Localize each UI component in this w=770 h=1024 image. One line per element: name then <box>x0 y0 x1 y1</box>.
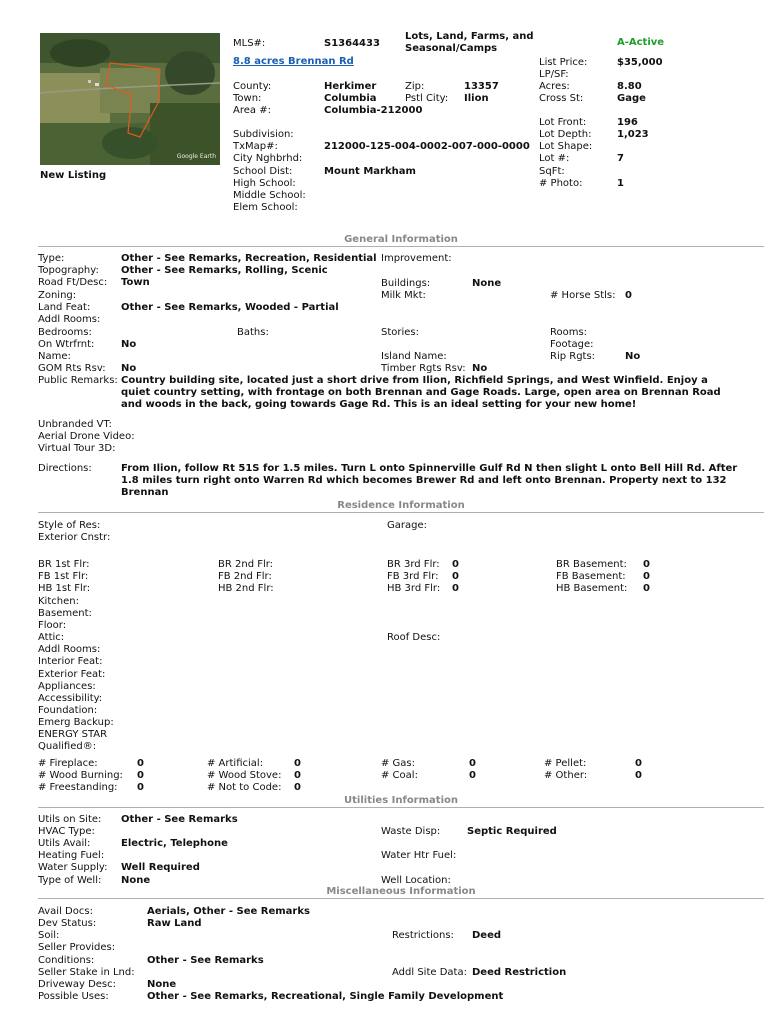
aerial-photo[interactable] <box>40 33 220 165</box>
hb-2nd-label: HB 2nd Flr: <box>218 583 274 594</box>
area-value: Columbia-212000 <box>324 105 423 116</box>
coal-value: 0 <box>469 770 476 781</box>
photo-watermark: Google Earth <box>176 153 216 160</box>
br-basement-value: 0 <box>643 559 650 570</box>
milk-mkt-label: Milk Mkt: <box>381 290 426 301</box>
lot-depth-value: 1,023 <box>617 129 649 140</box>
cross-st-label: Cross St: <box>539 93 584 104</box>
rooms-label: Rooms: <box>550 327 588 338</box>
hb-3rd-value: 0 <box>452 583 459 594</box>
exterior-cnstr-label: Exterior Cnstr: <box>38 532 111 543</box>
general-section-title: General Information <box>344 234 458 245</box>
photo-count-label: # Photo: <box>539 178 583 189</box>
gas-label: # Gas: <box>381 758 416 769</box>
addl-site-data-label: Addl Site Data: <box>392 967 467 978</box>
type-value: Other - See Remarks, Recreation, Residential <box>121 253 377 264</box>
bedrooms-label: Bedrooms: <box>38 327 92 338</box>
dev-status-value: Raw Land <box>147 918 202 929</box>
water-supply-value: Well Required <box>121 862 200 873</box>
gom-rights-label: GOM Rts Rsv: <box>38 363 106 374</box>
dev-status-label: Dev Status: <box>38 918 97 929</box>
acres-label: Acres: <box>539 81 570 92</box>
rip-rights-label: Rip Rgts: <box>550 351 596 362</box>
land-feat-label: Land Feat: <box>38 302 91 313</box>
zip-value: 13357 <box>464 81 499 92</box>
town-value: Columbia <box>324 93 377 104</box>
stories-label: Stories: <box>381 327 420 338</box>
baths-label: Baths: <box>237 327 269 338</box>
directions-text: From Ilion, follow Rt 51S for 1.5 miles. Turn L onto Spinnerville Gulf Rd N then slight L onto Bell Hill Rd. After 1.8 miles turn right onto Warren Rd which becomes Brewer Rd and left onto Brennan. Property next to 132 Brennan <box>121 463 738 498</box>
restrictions-value: Deed <box>472 930 502 941</box>
waterfront-value: No <box>121 339 137 350</box>
utils-avail-value: Electric, Telephone <box>121 838 228 849</box>
res-addl-rooms-label: Addl Rooms: <box>38 644 101 655</box>
water-supply-label: Water Supply: <box>38 862 108 873</box>
driveway-value: None <box>147 979 177 990</box>
sqft-label: SqFt: <box>539 166 565 177</box>
fireplace-label: # Fireplace: <box>38 758 98 769</box>
timber-rights-label: Timber Rgts Rsv: <box>381 363 466 374</box>
fb-2nd-label: FB 2nd Flr: <box>218 571 272 582</box>
fb-basement-value: 0 <box>643 571 650 582</box>
artificial-label: # Artificial: <box>207 758 264 769</box>
basement-label: Basement: <box>38 608 92 619</box>
school-dist-value: Mount Markham <box>324 166 416 177</box>
waste-disp-value: Septic Required <box>467 826 557 837</box>
roof-desc-label: Roof Desc: <box>387 632 441 643</box>
topography-label: Topography: <box>38 265 99 276</box>
not-to-code-value: 0 <box>294 782 301 793</box>
footage-label: Footage: <box>550 339 594 350</box>
hb-1st-label: HB 1st Flr: <box>38 583 91 594</box>
water-htr-label: Water Htr Fuel: <box>381 850 457 861</box>
type-label: Type: <box>38 253 65 264</box>
pellet-value: 0 <box>635 758 642 769</box>
freestanding-value: 0 <box>137 782 144 793</box>
well-type-label: Type of Well: <box>38 875 102 886</box>
conditions-value: Other - See Remarks <box>147 955 264 966</box>
address-link[interactable]: 8.8 acres Brennan Rd <box>233 56 354 67</box>
energy-star-qualified-label: Qualified®: <box>38 741 97 752</box>
avail-docs-label: Avail Docs: <box>38 906 93 917</box>
misc-section-header <box>38 886 764 899</box>
seller-stake-label: Seller Stake in Lnd: <box>38 967 135 978</box>
not-to-code-label: # Not to Code: <box>207 782 282 793</box>
fb-1st-label: FB 1st Flr: <box>38 571 89 582</box>
foundation-label: Foundation: <box>38 705 98 716</box>
accessibility-label: Accessibility: <box>38 693 103 704</box>
residence-section-title: Residence Information <box>337 500 465 511</box>
lot-number-label: Lot #: <box>539 153 570 164</box>
utilities-section-header <box>38 795 764 808</box>
buildings-label: Buildings: <box>381 278 431 289</box>
fb-3rd-label: FB 3rd Flr: <box>387 571 439 582</box>
fb-3rd-value: 0 <box>452 571 459 582</box>
drone-video-label: Aerial Drone Video: <box>38 431 135 442</box>
txmap-label: TxMap#: <box>233 141 278 152</box>
zoning-label: Zoning: <box>38 290 77 301</box>
horse-stalls-value: 0 <box>625 290 632 301</box>
mls-number: S1364433 <box>324 38 380 49</box>
public-remarks-label: Public Remarks: <box>38 375 118 386</box>
lot-front-label: Lot Front: <box>539 117 587 128</box>
lot-shape-label: Lot Shape: <box>539 141 593 152</box>
hb-basement-value: 0 <box>643 583 650 594</box>
misc-section-title: Miscellaneous Information <box>326 886 476 897</box>
floor-label: Floor: <box>38 620 67 631</box>
island-name-label: Island Name: <box>381 351 447 362</box>
horse-stalls-label: # Horse Stls: <box>550 290 616 301</box>
city-nghbrhd-label: City Nghbrhd: <box>233 153 303 164</box>
kitchen-label: Kitchen: <box>38 596 79 607</box>
area-label: Area #: <box>233 105 271 116</box>
name-label: Name: <box>38 351 71 362</box>
buildings-value: None <box>472 278 502 289</box>
town-label: Town: <box>233 93 262 104</box>
br-3rd-label: BR 3rd Flr: <box>387 559 440 570</box>
utilities-section-title: Utilities Information <box>344 795 458 806</box>
hb-basement-label: HB Basement: <box>556 583 628 594</box>
listing-category: Lots, Land, Farms, and Seasonal/Camps <box>405 31 534 54</box>
public-remarks-text: Country building site, located just a short drive from Ilion, Richfield Springs, and West Winfield. Enjoy a quiet country setting, with frontage on both Brennan and Gage Roads. Large, open area on Brennan Road and woods in the back, going towards Gage Rd. This is an ideal setting for your new home! <box>121 375 721 410</box>
lp-sf-label: LP/SF: <box>539 69 569 80</box>
addl-rooms-label: Addl Rooms: <box>38 314 101 325</box>
subdivision-label: Subdivision: <box>233 129 294 140</box>
energy-star-label: ENERGY STAR <box>38 729 108 740</box>
other-fireplace-value: 0 <box>635 770 642 781</box>
attic-label: Attic: <box>38 632 65 643</box>
lot-depth-label: Lot Depth: <box>539 129 592 140</box>
improvement-label: Improvement: <box>381 253 452 264</box>
waterfront-label: On Wtrfrnt: <box>38 339 95 350</box>
garage-label: Garage: <box>387 520 427 531</box>
timber-rights-value: No <box>472 363 488 374</box>
pstl-city-value: Ilion <box>464 93 489 104</box>
photo-count-value: 1 <box>617 178 624 189</box>
possible-uses-label: Possible Uses: <box>38 991 109 1002</box>
addl-site-data-value: Deed Restriction <box>472 967 567 978</box>
driveway-label: Driveway Desc: <box>38 979 116 990</box>
artificial-value: 0 <box>294 758 301 769</box>
utils-onsite-label: Utils on Site: <box>38 814 102 825</box>
general-section-header <box>38 234 764 247</box>
high-school-label: High School: <box>233 178 296 189</box>
heating-fuel-label: Heating Fuel: <box>38 850 105 861</box>
wood-stove-value: 0 <box>294 770 301 781</box>
gom-rights-value: No <box>121 363 137 374</box>
cross-st-value: Gage <box>617 93 646 104</box>
utils-avail-label: Utils Avail: <box>38 838 91 849</box>
wood-burning-label: # Wood Burning: <box>38 770 123 781</box>
other-fireplace-label: # Other: <box>544 770 588 781</box>
interior-feat-label: Interior Feat: <box>38 656 103 667</box>
appliances-label: Appliances: <box>38 681 96 692</box>
lot-front-value: 196 <box>617 117 638 128</box>
zip-label: Zip: <box>405 81 425 92</box>
wood-burning-value: 0 <box>137 770 144 781</box>
br-2nd-label: BR 2nd Flr: <box>218 559 274 570</box>
seller-provides-label: Seller Provides: <box>38 942 116 953</box>
school-dist-label: School Dist: <box>233 166 293 177</box>
well-type-value: None <box>121 875 151 886</box>
gas-value: 0 <box>469 758 476 769</box>
br-basement-label: BR Basement: <box>556 559 627 570</box>
soil-label: Soil: <box>38 930 60 941</box>
topography-value: Other - See Remarks, Rolling, Scenic <box>121 265 328 276</box>
rip-rights-value: No <box>625 351 641 362</box>
new-listing-label: New Listing <box>40 170 107 181</box>
emerg-backup-label: Emerg Backup: <box>38 717 114 728</box>
freestanding-label: # Freestanding: <box>38 782 118 793</box>
utils-onsite-value: Other - See Remarks <box>121 814 238 825</box>
hb-3rd-label: HB 3rd Flr: <box>387 583 441 594</box>
lot-number-value: 7 <box>617 153 624 164</box>
residence-section-header <box>38 500 764 513</box>
pellet-label: # Pellet: <box>544 758 587 769</box>
elem-school-label: Elem School: <box>233 202 298 213</box>
hvac-label: HVAC Type: <box>38 826 95 837</box>
list-price-value: $35,000 <box>617 57 663 68</box>
virtual-tour-label: Virtual Tour 3D: <box>38 443 116 454</box>
waste-disp-label: Waste Disp: <box>381 826 441 837</box>
land-feat-value: Other - See Remarks, Wooded - Partial <box>121 302 339 313</box>
unbranded-vt-label: Unbranded VT: <box>38 419 112 430</box>
acres-value: 8.80 <box>617 81 642 92</box>
style-label: Style of Res: <box>38 520 101 531</box>
list-price-label: List Price: <box>539 57 588 68</box>
road-value: Town <box>121 277 150 288</box>
br-3rd-value: 0 <box>452 559 459 570</box>
conditions-label: Conditions: <box>38 955 95 966</box>
pstl-city-label: Pstl City: <box>405 93 449 104</box>
fireplace-value: 0 <box>137 758 144 769</box>
possible-uses-value: Other - See Remarks, Recreational, Single Family Development <box>147 991 504 1002</box>
mls-label: MLS#: <box>233 38 266 49</box>
county-label: County: <box>233 81 272 92</box>
wood-stove-label: # Wood Stove: <box>207 770 282 781</box>
aerial-photo-image <box>40 33 220 165</box>
br-1st-label: BR 1st Flr: <box>38 559 90 570</box>
txmap-value: 212000-125-004-0002-007-000-0000 <box>324 141 530 152</box>
exterior-feat-label: Exterior Feat: <box>38 669 106 680</box>
county-value: Herkimer <box>324 81 377 92</box>
status-badge: A-Active <box>617 37 665 48</box>
road-label: Road Ft/Desc: <box>38 277 108 288</box>
fb-basement-label: FB Basement: <box>556 571 626 582</box>
coal-label: # Coal: <box>381 770 418 781</box>
directions-label: Directions: <box>38 463 92 474</box>
avail-docs-value: Aerials, Other - See Remarks <box>147 906 310 917</box>
middle-school-label: Middle School: <box>233 190 306 201</box>
restrictions-label: Restrictions: <box>392 930 454 941</box>
well-location-label: Well Location: <box>381 875 451 886</box>
